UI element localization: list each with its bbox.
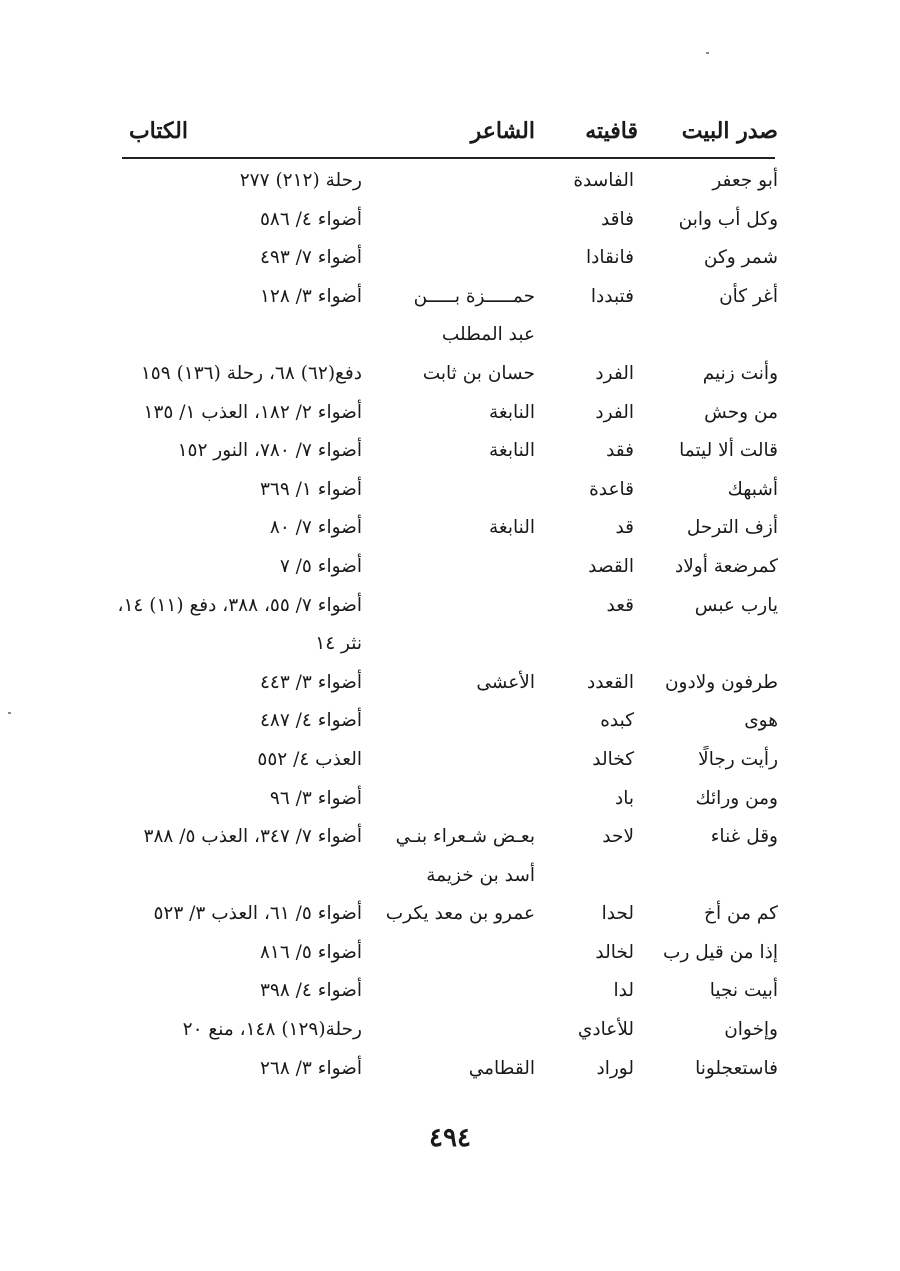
table-row (0, 239, 900, 278)
cell-rhyme: فاقد (600, 208, 634, 230)
cell-rhyme: الفرد (595, 401, 634, 423)
scan-speck (706, 52, 709, 54)
cell-book: أضواء ٣/ ٩٦ (269, 787, 362, 809)
cell-verse: وإخوان (724, 1019, 778, 1041)
cell-book: أضواء ٣/ ١٢٨ (259, 285, 362, 307)
cell-rhyme: فانقادا (585, 247, 634, 269)
cell-rhyme: لدا (613, 980, 634, 1002)
table-row (0, 432, 900, 471)
cell-verse: أبيت نجيا (709, 980, 778, 1002)
table-row (0, 895, 900, 934)
index-table (0, 162, 900, 1088)
cell-book: أضواء ٥/ ٧ (279, 555, 362, 577)
cell-rhyme: الفاسدة (573, 170, 634, 191)
cell-verse: رأيت رجالًا (698, 748, 778, 770)
cell-verse: كم من أخ (704, 903, 778, 925)
cell-rhyme: القصد (588, 555, 634, 577)
cell-poet: أسد بن خزيمة (426, 864, 535, 886)
cell-verse: هوى (744, 710, 778, 732)
table-row (0, 741, 900, 780)
cell-book: أضواء ٧/ ٧٨٠، النور ١٥٢ (177, 440, 362, 462)
header-poet: الشاعر (470, 118, 535, 144)
cell-rhyme: فتبددا (590, 285, 634, 307)
table-row (0, 818, 900, 857)
cell-verse (648, 316, 778, 355)
scan-speck (8, 712, 11, 714)
cell-poet: النابغة (489, 517, 535, 539)
cell-verse: أزف الترحل (686, 517, 778, 539)
table-row (0, 587, 900, 626)
cell-poet (375, 1011, 535, 1050)
cell-verse: طرفون ولادون (664, 671, 778, 693)
table-row (0, 394, 900, 433)
cell-poet: حمـــــزة بـــــن (413, 285, 535, 307)
cell-book: رحلة(١٢٩) ١٤٨، منع ٢٠ (182, 1019, 362, 1041)
table-row (0, 316, 900, 355)
header-rhyme: قافيته (585, 118, 638, 144)
table-row (0, 1011, 900, 1050)
cell-poet (375, 548, 535, 587)
cell-verse: أغر كأن (719, 285, 778, 307)
cell-poet: حسان بن ثابت (422, 362, 535, 384)
cell-rhyme: لخالد (595, 941, 634, 963)
table-row (0, 471, 900, 510)
cell-rhyme: فقد (606, 440, 634, 462)
table-row (0, 857, 900, 896)
cell-book: أضواء ٧/ ٨٠ (269, 517, 362, 539)
table-row (0, 664, 900, 703)
cell-rhyme: الفرد (595, 362, 634, 384)
header-book: الكتاب (128, 118, 188, 144)
cell-verse: إذا من قيل رب (663, 941, 778, 963)
table-row (0, 1050, 900, 1089)
cell-verse: من وحش (704, 401, 778, 423)
cell-verse: كمرضعة أولاد (674, 555, 778, 577)
cell-verse: وقل غناء (710, 826, 778, 848)
cell-poet: عمرو بن معد يكرب (385, 903, 535, 925)
cell-rhyme: القعدد (586, 671, 634, 693)
header-verse: صدر البيت (681, 118, 778, 144)
cell-poet (375, 934, 535, 973)
cell-rhyme: قعد (606, 594, 634, 616)
table-row (0, 355, 900, 394)
cell-book: نثر ١٤ (315, 633, 362, 655)
cell-verse: أشبهك (727, 478, 778, 500)
header-rule (122, 157, 775, 159)
cell-rhyme: قاعدة (589, 478, 634, 500)
cell-book: أضواء ٧/ ٥٥، ٣٨٨، دفع (١١) ١٤، (117, 594, 362, 616)
cell-book: أضواء ٧/ ٣٤٧، العذب ٥/ ٣٨٨ (143, 826, 362, 848)
cell-rhyme: كبده (600, 710, 634, 732)
cell-rhyme (544, 857, 634, 896)
table-row (0, 625, 900, 664)
cell-verse: شمر وكن (703, 247, 778, 269)
cell-book: أضواء ٣/ ٤٤٣ (259, 671, 362, 693)
table-row (0, 548, 900, 587)
cell-poet (375, 239, 535, 278)
cell-poet (375, 972, 535, 1011)
cell-verse: وأنت زنيم (702, 362, 778, 384)
cell-book: أضواء ١/ ٣٦٩ (259, 478, 362, 500)
cell-rhyme: كخالد (592, 748, 634, 770)
cell-verse: فاستعجلونا (695, 1057, 778, 1079)
cell-book: العذب ٤/ ٥٥٢ (257, 748, 362, 770)
cell-poet (375, 162, 535, 201)
cell-poet (375, 471, 535, 510)
table-row (0, 278, 900, 317)
cell-poet: النابغة (489, 401, 535, 423)
cell-verse: وكل أب وابن (678, 208, 778, 230)
cell-poet (375, 741, 535, 780)
cell-poet (375, 587, 535, 626)
table-row (0, 162, 900, 201)
cell-book: أضواء ٤/ ٣٩٨ (259, 980, 362, 1002)
cell-rhyme: قد (615, 517, 634, 539)
cell-book: أضواء ٣/ ٢٦٨ (259, 1057, 362, 1079)
table-row (0, 972, 900, 1011)
cell-verse (648, 857, 778, 896)
cell-verse: أبو جعفر (712, 170, 778, 191)
cell-verse: قالت ألا ليتما (679, 440, 778, 462)
cell-verse: ومن ورائك (695, 787, 778, 809)
cell-poet: بعـض شـعراء بنـي (395, 826, 535, 848)
cell-poet: النابغة (489, 440, 535, 462)
cell-poet (375, 201, 535, 240)
table-row (0, 509, 900, 548)
cell-book: رحلة (٢١٢) ٢٧٧ (239, 170, 362, 191)
cell-rhyme: باد (614, 787, 634, 809)
cell-book: أضواء ٤/ ٥٨٦ (259, 208, 362, 230)
cell-rhyme (544, 316, 634, 355)
cell-rhyme: لحدا (601, 903, 634, 925)
table-row (0, 201, 900, 240)
cell-poet (375, 780, 535, 819)
cell-book: أضواء ٥/ ٨١٦ (259, 941, 362, 963)
cell-rhyme: لوراد (596, 1057, 634, 1079)
cell-book: دفع(٦٢) ٦٨، رحلة (١٣٦) ١٥٩ (140, 362, 362, 384)
table-row (0, 934, 900, 973)
cell-book: أضواء ٤/ ٤٨٧ (259, 710, 362, 732)
cell-book: أضواء ٧/ ٤٩٣ (259, 247, 362, 269)
cell-verse (648, 625, 778, 664)
cell-rhyme (544, 625, 634, 664)
cell-book: أضواء ٢/ ١٨٢، العذب ١/ ١٣٥ (143, 401, 362, 423)
cell-poet (375, 625, 535, 664)
page-number: ٤٩٤ (429, 1123, 471, 1153)
cell-poet (375, 702, 535, 741)
cell-rhyme: للأعادي (577, 1019, 634, 1041)
table-row (0, 702, 900, 741)
cell-verse: يارب عبس (694, 594, 778, 616)
table-row (0, 780, 900, 819)
cell-poet: القطامي (468, 1057, 535, 1079)
cell-book (117, 857, 362, 896)
cell-poet: عبد المطلب (441, 324, 535, 346)
cell-poet: الأعشى (476, 671, 535, 693)
cell-book (117, 316, 362, 355)
cell-rhyme: لاحد (602, 826, 634, 848)
cell-book: أضواء ٥/ ٦١، العذب ٣/ ٥٢٣ (153, 903, 362, 925)
